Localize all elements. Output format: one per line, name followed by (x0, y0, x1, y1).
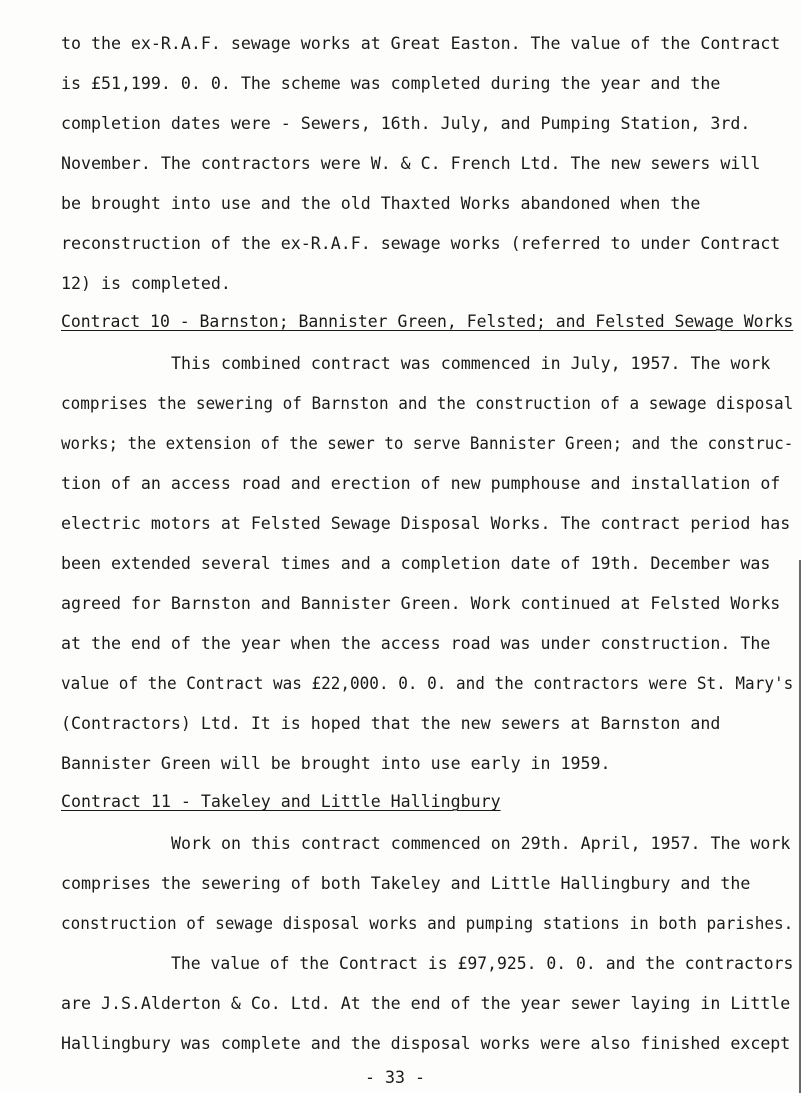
text-line: November. The contractors were W. & C. French Ltd. The new sewers will (61, 154, 761, 173)
text-line: Work on this contract commenced on 29th. April, 1957. The work (171, 834, 791, 853)
section-heading: Contract 11 - Takeley and Little Hallingbury (61, 792, 501, 811)
text-line: This combined contract was commenced in July, 1957. The work (171, 354, 771, 373)
text-line: comprises the sewering of Barnston and the construction of a sewage disposal (61, 394, 794, 413)
text-line: completion dates were - Sewers, 16th. July, and Pumping Station, 3rd. (61, 114, 751, 133)
text-line: The value of the Contract is £97,925. 0. 0. and the contractors (171, 954, 794, 973)
text-line: Hallingbury was complete and the disposal works were also finished except (61, 1034, 791, 1053)
text-line: at the end of the year when the access road was under construction. The (61, 634, 771, 653)
text-line: be brought into use and the old Thaxted Works abandoned when the (61, 194, 701, 213)
text-line: (Contractors) Ltd. It is hoped that the new sewers at Barnston and (61, 714, 721, 733)
text-line: construction of sewage disposal works and pumping stations in both parishes. (61, 914, 794, 933)
text-line: to the ex-R.A.F. sewage works at Great Easton. The value of the Contract (61, 34, 781, 53)
text-line: agreed for Barnston and Bannister Green. Work continued at Felsted Works (61, 594, 781, 613)
text-line: 12) is completed. (61, 274, 231, 293)
text-line: value of the Contract was £22,000. 0. 0. and the contractors were St. Mary's (61, 674, 794, 693)
text-line: is £51,199. 0. 0. The scheme was completed during the year and the (61, 74, 721, 93)
text-line: are J.S.Alderton & Co. Ltd. At the end of the year sewer laying in Little (61, 994, 791, 1013)
section-heading: Contract 10 - Barnston; Bannister Green, Felsted; and Felsted Sewage Works (61, 312, 794, 331)
page-number: - 33 - (365, 1068, 425, 1087)
text-line: electric motors at Felsted Sewage Disposal Works. The contract period has (61, 514, 791, 533)
text-line: tion of an access road and erection of new pumphouse and installation of (61, 474, 781, 493)
text-line: been extended several times and a completion date of 19th. December was (61, 554, 771, 573)
text-line: Bannister Green will be brought into use early in 1959. (61, 754, 611, 773)
text-line: reconstruction of the ex-R.A.F. sewage works (referred to under Contract (61, 234, 781, 253)
text-line: comprises the sewering of both Takeley and Little Hallingbury and the (61, 874, 751, 893)
text-line: works; the extension of the sewer to serve Bannister Green; and the construc- (61, 434, 794, 453)
